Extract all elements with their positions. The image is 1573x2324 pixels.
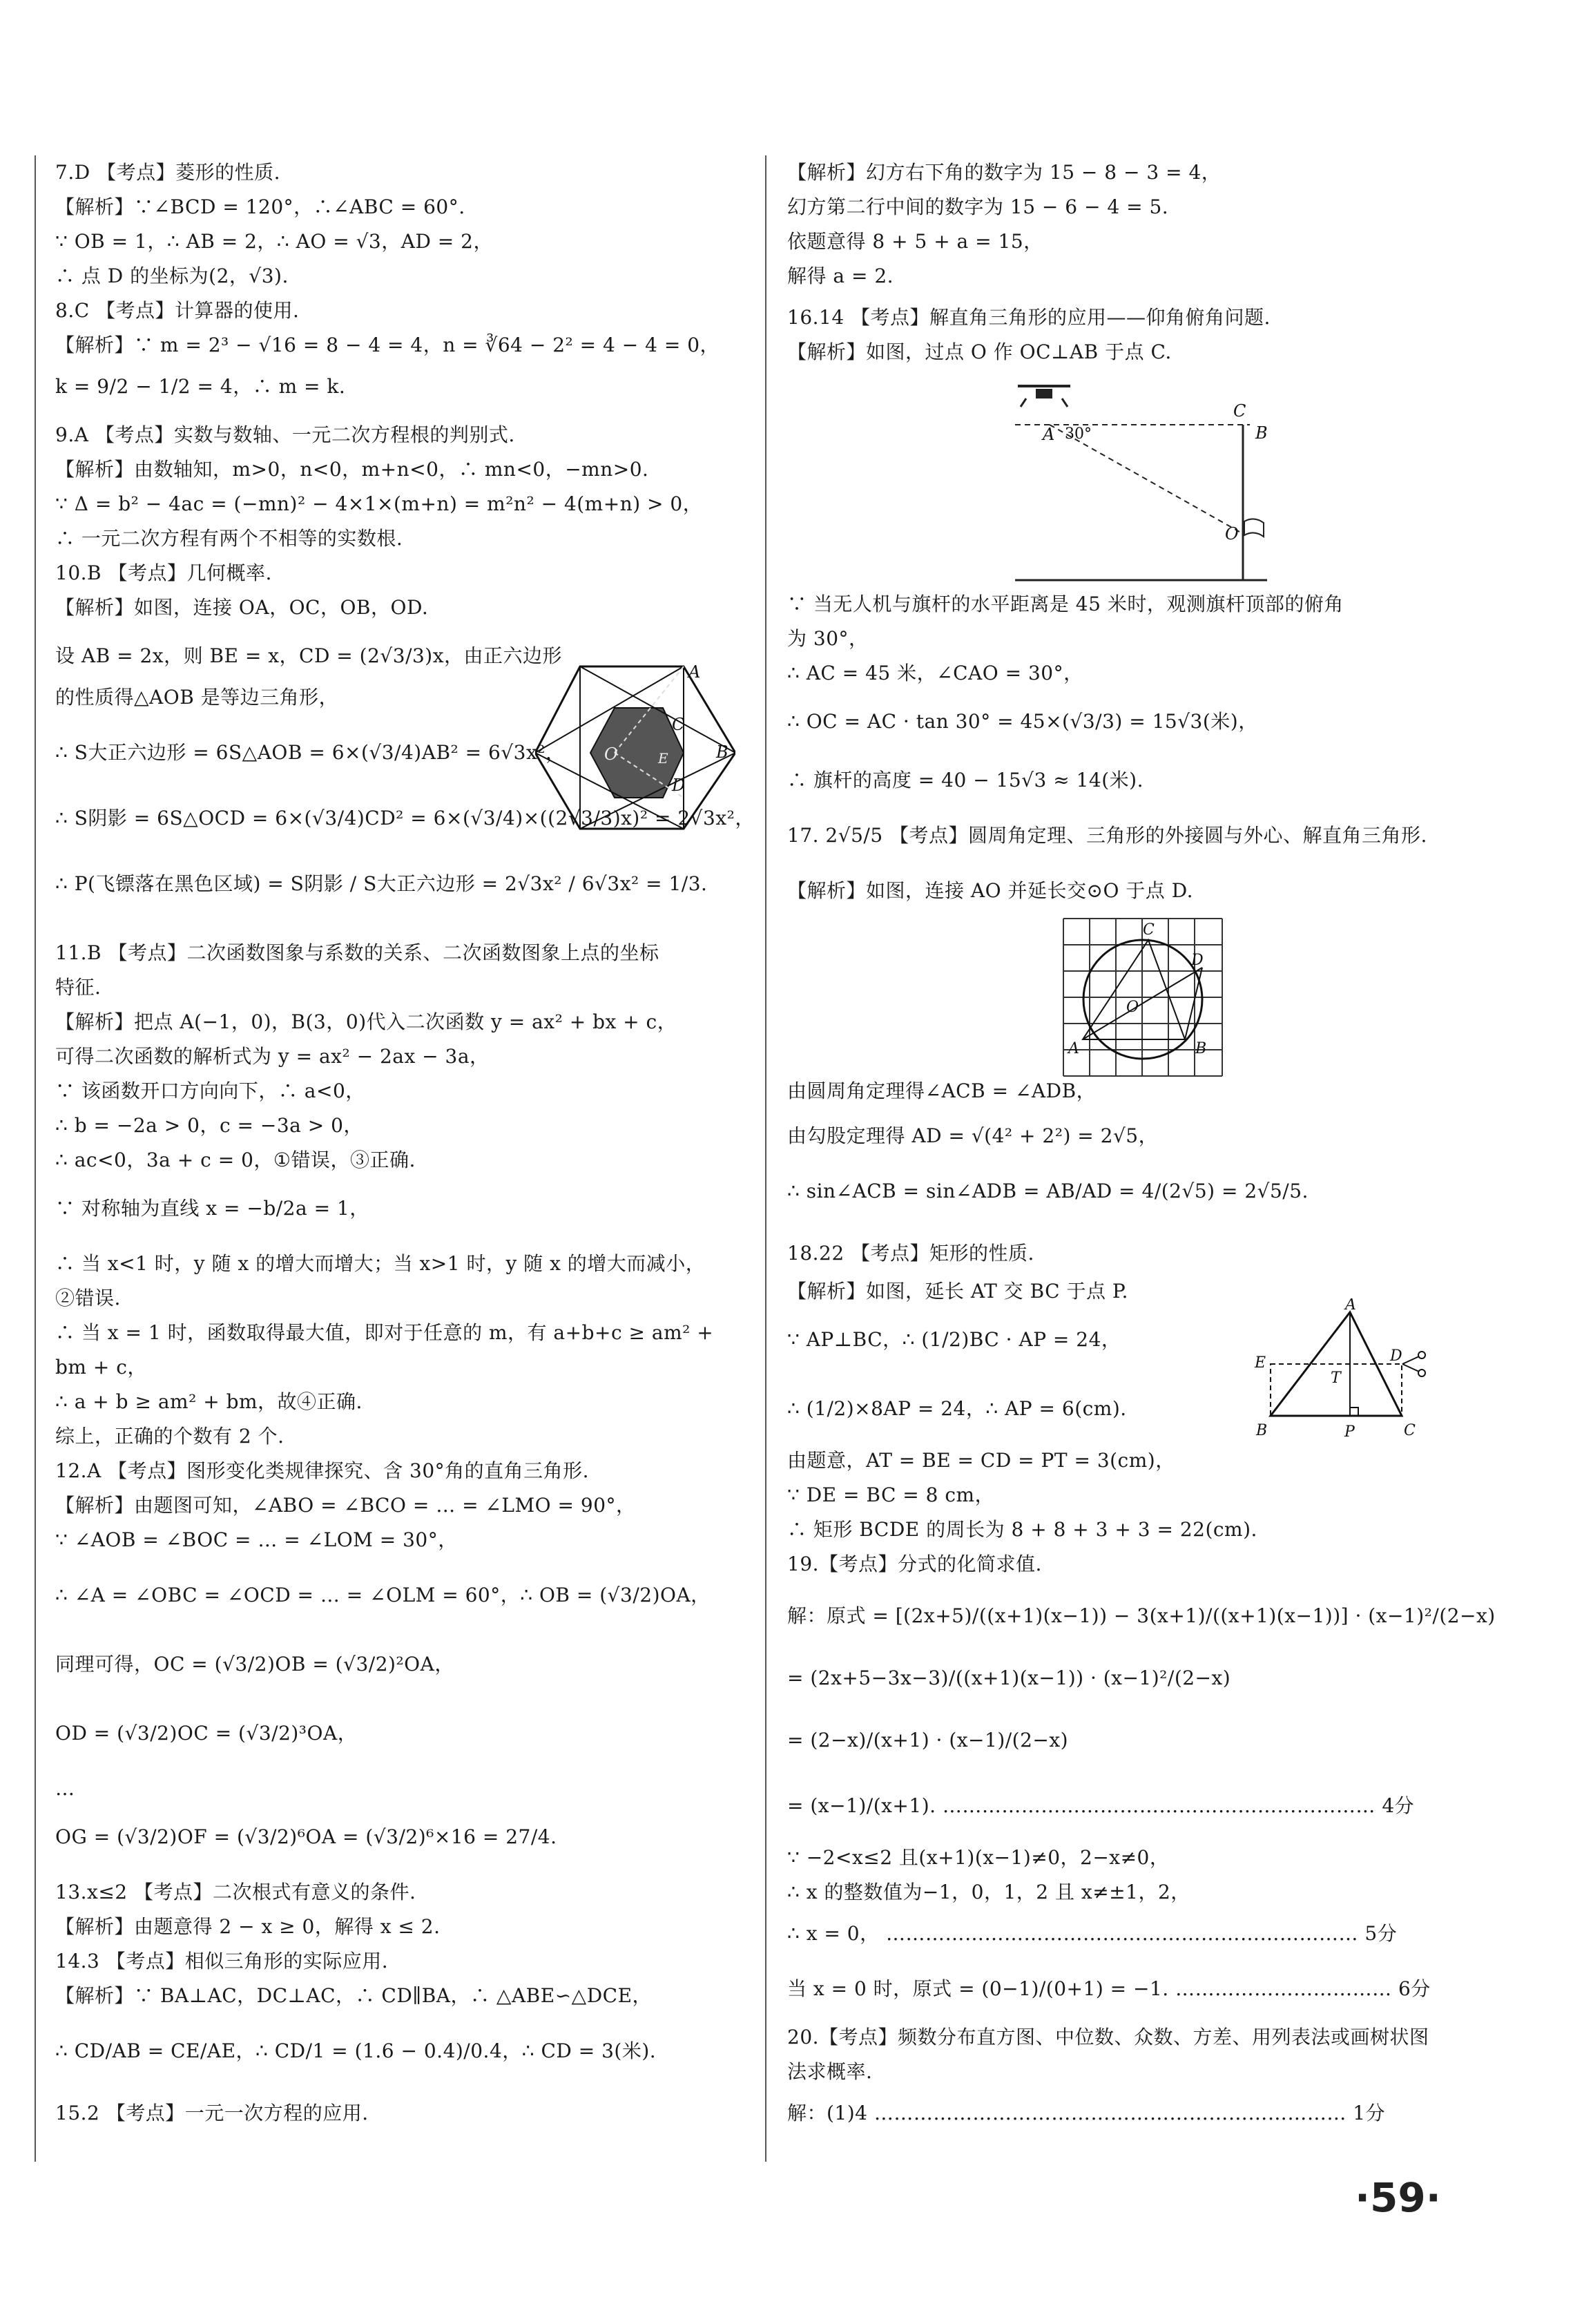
text-line: 【解析】把点 A(−1，0)，B(3，0)代入二次函数 y = ax² + bx + c， [55,1010,677,1033]
text-line: ∵ −2<x≤2 且(x+1)(x−1)≠0，2−x≠0， [787,1846,1170,1869]
text-line: ∴ 点 D 的坐标为(2，√3). [55,265,289,287]
label-e: E [658,750,668,767]
text-line: … [55,1777,75,1800]
text-line: 【解析】∵∠BCD = 120°，∴∠ABC = 60°. [55,195,465,218]
text-line: ∴ 当 x = 1 时，函数取得最大值，即对于任意的 m，有 a+b+c ≥ am² + [55,1321,714,1344]
text-line: 17. 2√5/5 【考点】圆周角定理、三角形的外接圆与外心、解直角三角形. [787,824,1427,847]
text-line: 依题意得 8 + 5 + a = 15， [787,230,1043,253]
label-b: B [1195,1040,1207,1057]
column-divider [765,155,766,2162]
text-line: ∴ x = 0， ……………………………………………………………… 5分 [787,1922,1398,1945]
text-line: ∴ ac<0，3a + c = 0，①错误，③正确. [55,1149,416,1171]
label-a: A [1345,1298,1356,1314]
text-line: ∵ DE = BC = 8 cm， [787,1483,995,1506]
text-line: 【解析】由题意得 2 − x ≥ 0，解得 x ≤ 2. [55,1915,441,1938]
text-line: 15.2 【考点】一元一次方程的应用. [55,2102,369,2124]
text-line: 16.14 【考点】解直角三角形的应用——仰角俯角问题. [787,306,1271,329]
text-line: = (2x+5−3x−3)/((x+1)(x−1)) · (x−1)²/(2−x) [787,1667,1231,1689]
label-c: C [1404,1422,1416,1439]
label-b: B [1255,423,1268,443]
text-line: 【解析】如图，连接 OA，OC，OB，OD. [55,596,429,619]
right-angle-mark [1350,1408,1358,1416]
text-line: ②错误. [55,1287,121,1309]
label-d: D [672,776,686,795]
text-line: 由圆周角定理得∠ACB = ∠ADB， [787,1079,1097,1102]
label-o: O [1126,999,1139,1016]
text-line: ∵ ∠AOB = ∠BOC = … = ∠LOM = 30°， [55,1528,458,1551]
label-d: D [1390,1347,1402,1365]
label-a: A [1043,425,1055,444]
label-30-degrees: 30° [1065,425,1092,443]
label-p: P [1344,1423,1355,1441]
label-d: D [1191,952,1204,969]
text-line: 综上，正确的个数有 2 个. [55,1425,284,1448]
text-line: 18.22 【考点】矩形的性质. [787,1242,1034,1265]
text-line: 当 x = 0 时，原式 = (0−1)/(0+1) = −1. …………………………… 6分 [787,1977,1431,2000]
text-line: ∴ OC = AC · tan 30° = 45×(√3/3) = 15√3(米)， [787,710,1258,733]
label-o: O [604,745,618,764]
text-line: 【解析】幻方右下角的数字为 15 − 8 − 3 = 4， [787,161,1222,184]
text-line: 【解析】如图，过点 O 作 OC⊥AB 于点 C. [787,340,1172,363]
label-a: A [688,662,701,682]
text-line: ∴ S大正六边形 = 6S△AOB = 6×(√3/4)AB² = 6√3x²， [55,741,566,764]
text-line: 【解析】由题图可知，∠ABO = ∠BCO = … = ∠LMO = 90°， [55,1494,636,1517]
label-c: C [672,715,685,734]
label-b: B [716,742,728,762]
page-number: ·59· [1355,2174,1441,2221]
text-line: 10.B 【考点】几何概率. [55,561,272,584]
text-line: 由勾股定理得 AD = √(4² + 2²) = 2√5， [787,1124,1159,1147]
text-line: ∴ a + b ≥ am² + bm，故④正确. [55,1390,363,1413]
text-line: 解：(1)4 ……………………………………………………………… 1分 [787,2102,1386,2124]
label-a: A [1068,1040,1079,1057]
text-line: 解：原式 = [(2x+5)/((x+1)(x−1)) − 3(x+1)/((x+1)(x−1))] · (x−1)²/(2−x) [787,1604,1496,1627]
text-line: 设 AB = 2x，则 BE = x，CD = (2√3/3)x，由正六边形 [55,644,563,667]
text-line: = (x−1)/(x+1). ………………………………………………………… 4分 [787,1794,1415,1817]
text-line: ∴ S阴影 = 6S△OCD = 6×(√3/4)CD² = 6×(√3/4)×((2√3/3)x)² = 2√3x²， [55,807,755,829]
text-line: 8.C 【考点】计算器的使用. [55,299,300,322]
text-line: 幻方第二行中间的数字为 15 − 6 − 4 = 5. [787,195,1169,218]
text-line: bm + c， [55,1356,147,1379]
hexagon-figure [535,653,735,836]
text-line: 11.B 【考点】二次函数图象与系数的关系、二次函数图象上点的坐标 [55,941,659,964]
text-line: = (2−x)/(x+1) · (x−1)/(2−x) [787,1729,1069,1751]
text-line: ∴ ∠A = ∠OBC = ∠OCD = … = ∠OLM = 60°，∴ OB = (√3/2)OA， [55,1584,711,1606]
text-line: 【解析】如图，延长 AT 交 BC 于点 P. [787,1280,1128,1303]
text-line: 由题意，AT = BE = CD = PT = 3(cm)， [787,1449,1175,1472]
text-line: 法求概率. [787,2060,873,2083]
text-line: ∴ b = −2a > 0，c = −3a > 0， [55,1114,363,1137]
scissors-icon [1402,1352,1425,1376]
text-line: 13.x≤2 【考点】二次根式有意义的条件. [55,1881,416,1903]
text-line: ∴ 当 x<1 时，y 随 x 的增大而增大；当 x>1 时，y 随 x 的增大而减小， [55,1252,706,1275]
text-line: 12.A 【考点】图形变化类规律探究、含 30°角的直角三角形. [55,1459,590,1482]
text-line: 为 30°， [787,627,869,650]
label-c: C [1143,921,1155,939]
text-line: 14.3 【考点】相似三角形的实际应用. [55,1950,389,1972]
label-b: B [1256,1422,1268,1439]
text-line: 19.【考点】分式的化简求值. [787,1553,1042,1575]
flag [1244,519,1264,537]
text-line: 【解析】∵ BA⊥AC，DC⊥AC，∴ CD∥BA，∴ △ABE∽△DCE， [55,1984,653,2007]
text-line: ∴ 一元二次方程有两个不相等的实数根. [55,527,403,550]
text-line: ∵ 该函数开口方向向下，∴ a<0， [55,1079,365,1102]
text-line: 可得二次函数的解析式为 y = ax² − 2ax − 3a， [55,1045,490,1068]
text-line: ∵ 当无人机与旗杆的水平距离是 45 米时，观测旗杆顶部的俯角 [787,593,1344,615]
text-line: OG = (√3/2)OF = (√3/2)⁶OA = (√3/2)⁶×16 = 27/4. [55,1825,557,1848]
text-line: 解得 a = 2. [787,265,894,287]
text-line: 同理可得，OC = (√3/2)OB = (√3/2)²OA， [55,1653,454,1675]
text-line: ∴ x 的整数值为−1，0，1，2 且 x≠±1，2， [787,1881,1190,1903]
text-line: ∴ 矩形 BCDE 的周长为 8 + 8 + 3 + 3 = 22(cm). [787,1518,1257,1541]
grid-circle-figure [1060,915,1226,1081]
text-line: ∴ CD/AB = CE/AE，∴ CD/1 = (1.6 − 0.4)/0.4，∴ CD = 3(米). [55,2039,657,2062]
text-line: ∵ 对称轴为直线 x = −b/2a = 1， [55,1197,369,1220]
text-line: k = 9/2 − 1/2 = 4，∴ m = k. [55,375,346,398]
text-line: ∵ Δ = b² − 4ac = (−mn)² − 4×1×(m+n) = m²n² − 4(m+n) > 0， [55,492,703,515]
text-line: 特征. [55,976,102,999]
text-line: 的性质得△AOB 是等边三角形， [55,686,339,709]
left-margin-rule [35,155,36,2162]
label-t: T [1331,1370,1341,1387]
text-line: ∴ 旗杆的高度 = 40 − 15√3 ≈ 14(米). [787,769,1143,791]
label-e: E [1255,1354,1266,1372]
text-line: ∴ (1/2)×8AP = 24，∴ AP = 6(cm). [787,1397,1127,1420]
text-line: 20.【考点】频数分布直方图、中位数、众数、方差、用列表法或画树状图 [787,2026,1429,2048]
text-line: ∴ AC = 45 米，∠CAO = 30°， [787,662,1083,684]
text-line: OD = (√3/2)OC = (√3/2)³OA， [55,1722,358,1745]
text-line: 【解析】如图，连接 AO 并延长交⊙O 于点 D. [787,879,1194,902]
text-line: ∴ sin∠ACB = sin∠ADB = AB/AD = 4/(2√5) = 2√5/5. [787,1180,1309,1202]
label-o: O [1225,524,1239,544]
drone-icon [1018,386,1070,407]
triangle-abc [1083,940,1185,1039]
text-line: ∵ OB = 1，∴ AB = 2，∴ AO = √3，AD = 2， [55,230,493,253]
label-c: C [1233,401,1246,421]
text-line: ∵ AP⊥BC，∴ (1/2)BC · AP = 24， [787,1328,1121,1351]
text-line: 【解析】∵ m = 2³ − √16 = 8 − 4 = 4，n = ∛64 − 2² = 4 − 4 = 0， [55,334,720,356]
text-line: 9.A 【考点】实数与数轴、一元二次方程根的判别式. [55,423,515,446]
drone-flagpole-figure [1008,376,1298,590]
rectangle-triangle-figure [1246,1298,1426,1450]
text-line: ∴ P(飞镖落在黑色区域) = S阴影 / S大正六边形 = 2√3x² / 6√3x² = 1/3. [55,872,708,895]
text-line: 【解析】由数轴知，m>0，n<0，m+n<0，∴ mn<0，−mn>0. [55,458,649,481]
text-line: 7.D 【考点】菱形的性质. [55,161,280,184]
